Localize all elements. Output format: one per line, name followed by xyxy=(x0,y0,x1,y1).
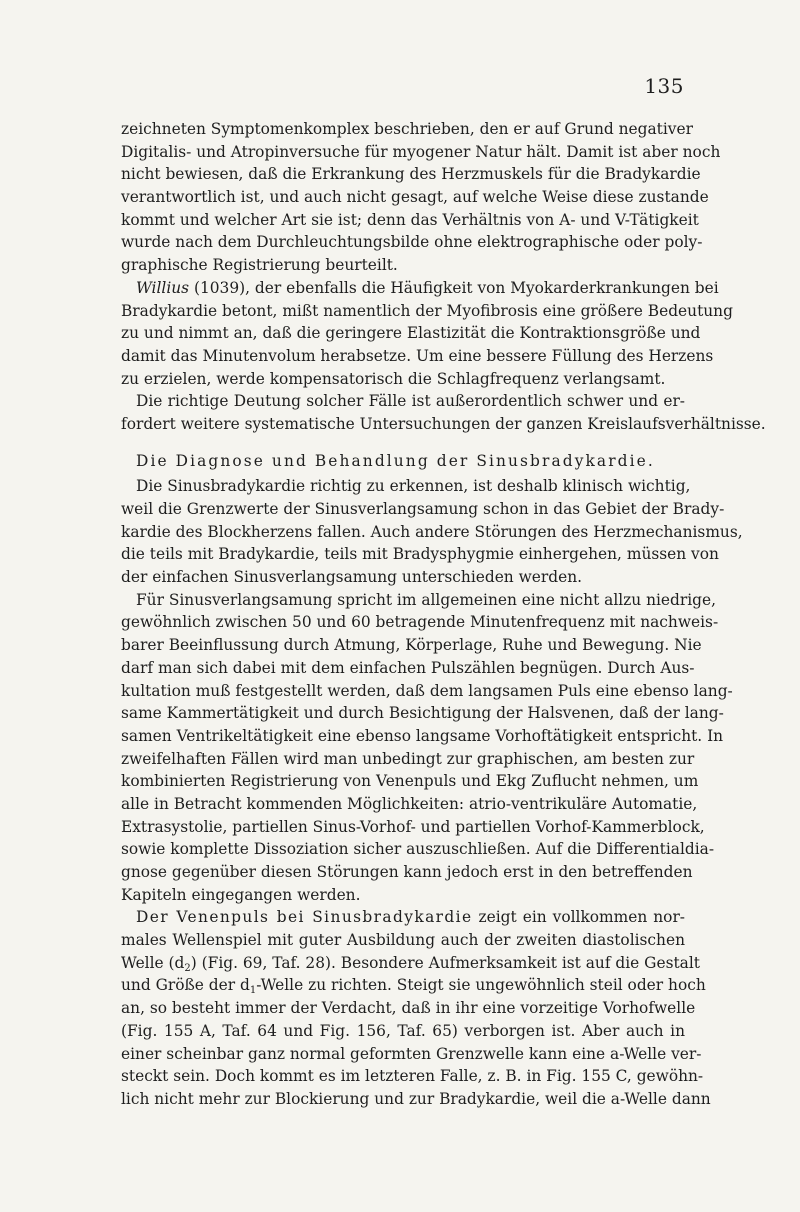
paragraph-4 xyxy=(121,475,743,588)
text-line: einer scheinbar ganz normal geformten Grenzwelle kann eine a-Welle ver- xyxy=(121,1044,702,1063)
author-name: Willius xyxy=(136,278,190,297)
emphasized-phrase: Der Venenpuls bei Sinusbradykardie xyxy=(136,908,473,927)
text-line: Kapiteln eingegangen werden. xyxy=(121,885,361,904)
text-fragment: und Größe der d xyxy=(121,976,250,995)
paragraph-5 xyxy=(121,589,733,907)
text-line: zu und nimmt an, daß die geringere Elastizität die Kontraktionsgröße und xyxy=(121,324,701,343)
text-line: damit das Minutenvolum herabsetze. Um eine bessere Füllung des Herzens xyxy=(121,346,714,365)
text-fragment: (1039), der ebenfalls die Häufigkeit von Myokarderkrankungen bei xyxy=(189,278,719,297)
page-number: 135 xyxy=(644,74,684,98)
paragraph-6 xyxy=(121,906,711,1110)
text-line: Die Sinusbradykardie richtig zu erkennen, ist deshalb klinisch wichtig, xyxy=(136,477,691,496)
text-line: sowie komplette Dissoziation sicher auszuschließen. Auf die Differentialdia- xyxy=(121,840,715,859)
text-line: Für Sinusverlangsamung spricht im allgemeinen eine nicht allzu niedrige, xyxy=(136,590,717,609)
text-line: gewöhnlich zwischen 50 und 60 betragende Minutenfrequenz mit nachweis- xyxy=(121,613,719,632)
text-line: fordert weitere systematische Untersuchungen der ganzen Kreislaufsverhältnisse. xyxy=(121,414,766,433)
text-line: zeichneten Symptomenkomplex beschrieben, den er auf Grund negativer xyxy=(121,120,693,138)
text-line: wurde nach dem Durchleuchtungsbilde ohne elektrographische oder poly- xyxy=(121,233,703,252)
text-line: kardie des Blockherzens fallen. Auch andere Störungen des Herzmechanismus, xyxy=(121,522,743,541)
paragraph-2 xyxy=(121,277,733,390)
text-line xyxy=(121,277,719,300)
text-line xyxy=(121,952,700,975)
text-line: kombinierten Registrierung von Venenpuls und Ekg Zuflucht nehmen, um xyxy=(121,772,699,791)
text-line: Die richtige Deutung solcher Fälle ist außerordentlich schwer und er- xyxy=(136,392,685,411)
text-line: an, so besteht immer der Verdacht, daß in ihr eine vorzeitige Vorhofwelle xyxy=(121,999,696,1018)
text-fragment: zeigt ein vollkommen nor- xyxy=(472,908,686,927)
text-line: gnose gegenüber diesen Störungen kann jedoch erst in den betreffenden xyxy=(121,863,693,881)
text-fragment: Welle (d xyxy=(121,953,185,972)
section-heading: Die Diagnose und Behandlung der Sinusbradykardie. xyxy=(136,451,655,470)
text-line xyxy=(121,974,706,997)
body-text xyxy=(121,118,766,1111)
text-line: lich nicht mehr zur Blockierung und zur Bradykardie, weil die a-Welle dann xyxy=(121,1089,711,1108)
text-line: kultation muß festgestellt werden, daß dem langsamen Puls eine ebenso lang- xyxy=(121,681,733,700)
text-line: der einfachen Sinusverlangsamung unterschieden werden. xyxy=(121,568,583,587)
text-line: (Fig. 155 A, Taf. 64 und Fig. 156, Taf. 65) verborgen ist. Aber auch in xyxy=(121,1021,685,1040)
subscript: 2 xyxy=(184,962,191,974)
text-line: nicht bewiesen, daß die Erkrankung des Herzmuskels für die Bradykardie xyxy=(121,165,701,184)
text-line: kommt und welcher Art sie ist; denn das Verhältnis von A- und V-Tätigkeit xyxy=(121,210,699,229)
text-line: males Wellenspiel mit guter Ausbildung auch der zweiten diastolischen xyxy=(121,931,685,950)
text-line: graphische Registrierung beurteilt. xyxy=(121,256,398,275)
subscript: 1 xyxy=(249,985,257,997)
text-line: Bradykardie betont, mißt namentlich der Myofibrosis eine größere Bedeutung xyxy=(121,301,733,320)
text-line: weil die Grenzwerte der Sinusverlangsamung schon in das Gebiet der Brady- xyxy=(121,500,725,518)
text-line: samen Ventrikeltätigkeit eine ebenso langsame Vorhoftätigkeit entspricht. In xyxy=(121,726,724,745)
paragraph-3 xyxy=(121,390,766,435)
text-line: barer Beeinflussung durch Atmung, Körperlage, Ruhe und Bewegung. Nie xyxy=(121,636,702,655)
text-fragment: ) (Fig. 69, Taf. 28). Besondere Aufmerksamkeit ist auf die Gestalt xyxy=(190,953,700,972)
text-line: die teils mit Bradykardie, teils mit Bradysphygmie einhergehen, müssen von xyxy=(121,545,719,564)
text-line: darf man sich dabei mit dem einfachen Pulszählen begnügen. Durch Aus- xyxy=(121,658,695,677)
text-line xyxy=(121,906,685,929)
text-line: verantwortlich ist, und auch nicht gesagt, auf welche Weise diese zustande xyxy=(121,188,709,207)
text-fragment: -Welle zu richten. Steigt sie ungewöhnlich steil oder hoch xyxy=(256,976,706,995)
text-line: alle in Betracht kommenden Möglichkeiten: atrio-ventrikuläre Automatie, xyxy=(121,794,698,813)
text-line: same Kammertätigkeit und durch Besichtigung der Halsvenen, daß der lang- xyxy=(121,704,724,723)
text-line: steckt sein. Doch kommt es im letzteren Falle, z. B. in Fig. 155 C, gewöhn- xyxy=(121,1067,704,1086)
text-line: zu erzielen, werde kompensatorisch die Schlagfrequenz verlangsamt. xyxy=(121,369,666,388)
text-line: zweifelhaften Fällen wird man unbedingt zur graphischen, am besten zur xyxy=(121,749,695,768)
text-line: Extrasystolie, partiellen Sinus-Vorhof- und partiellen Vorhof-Kammerblock, xyxy=(121,817,705,836)
paragraph-1 xyxy=(121,118,721,277)
text-line: Digitalis- und Atropinversuche für myogener Natur hält. Damit ist aber noch xyxy=(121,142,721,161)
